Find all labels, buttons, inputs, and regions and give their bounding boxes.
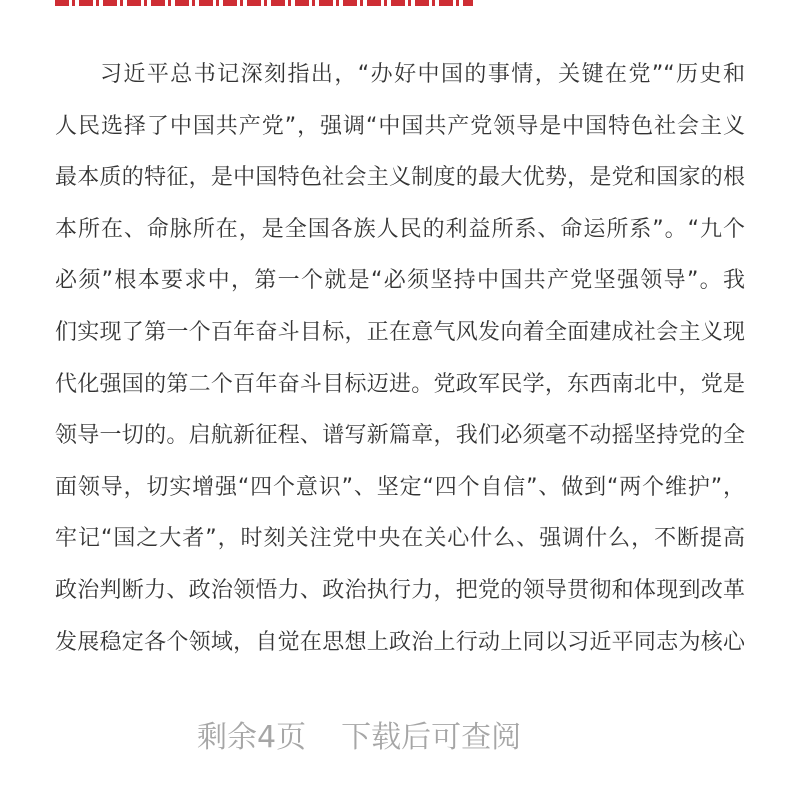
paragraph-line: 最本质的特征，是中国特色社会主义制度的最大优势，是党和国家的根 bbox=[55, 165, 745, 191]
download-to-view-link[interactable] bbox=[197, 716, 521, 760]
paragraph-line: 面领导，切实增强“四个意识”、坚定“四个自信”、做到“两个维护”， bbox=[55, 474, 745, 500]
paragraph-line: 习近平总书记深刻指出，“办好中国的事情，关键在党”“历史和 bbox=[100, 62, 745, 87]
remaining-pages-label: 剩余4页 bbox=[197, 720, 307, 755]
paragraph-line: 们实现了第一个百年奋斗目标，正在意气风发向着全面建成社会主义现 bbox=[55, 319, 745, 345]
paragraph-line: 本所在、命脉所在，是全国各族人民的利益所系、命运所系”。“九个 bbox=[55, 216, 745, 242]
paragraph-line: 领导一切的。启航新征程、谱写新篇章，我们必须毫不动摇坚持党的全 bbox=[55, 423, 745, 449]
paragraph-line: 代化强国的第二个百年奋斗目标迈进。党政军民学，东西南北中，党是 bbox=[55, 371, 745, 397]
paragraph-line: 发展稳定各个领域，自觉在思想上政治上行动上同以习近平同志为核心 bbox=[55, 629, 745, 655]
document-paragraph bbox=[55, 49, 745, 668]
paragraph-line: 人民选择了中国共产党”，强调“中国共产党领导是中国特色社会主义 bbox=[55, 113, 745, 139]
paragraph-line: 必须”根本要求中，第一个就是“必须坚持中国共产党坚强领导”。我 bbox=[55, 268, 745, 294]
download-action-label: 下载后可查阅 bbox=[341, 720, 522, 755]
paragraph-line: 政治判断力、政治领悟力、政治执行力，把党的领导贯彻和体现到改革 bbox=[55, 577, 745, 603]
paragraph-line: 牢记“国之大者”，时刻关注党中央在关心什么、强调什么，不断提高 bbox=[55, 526, 745, 552]
clipped-heading bbox=[55, 0, 473, 6]
